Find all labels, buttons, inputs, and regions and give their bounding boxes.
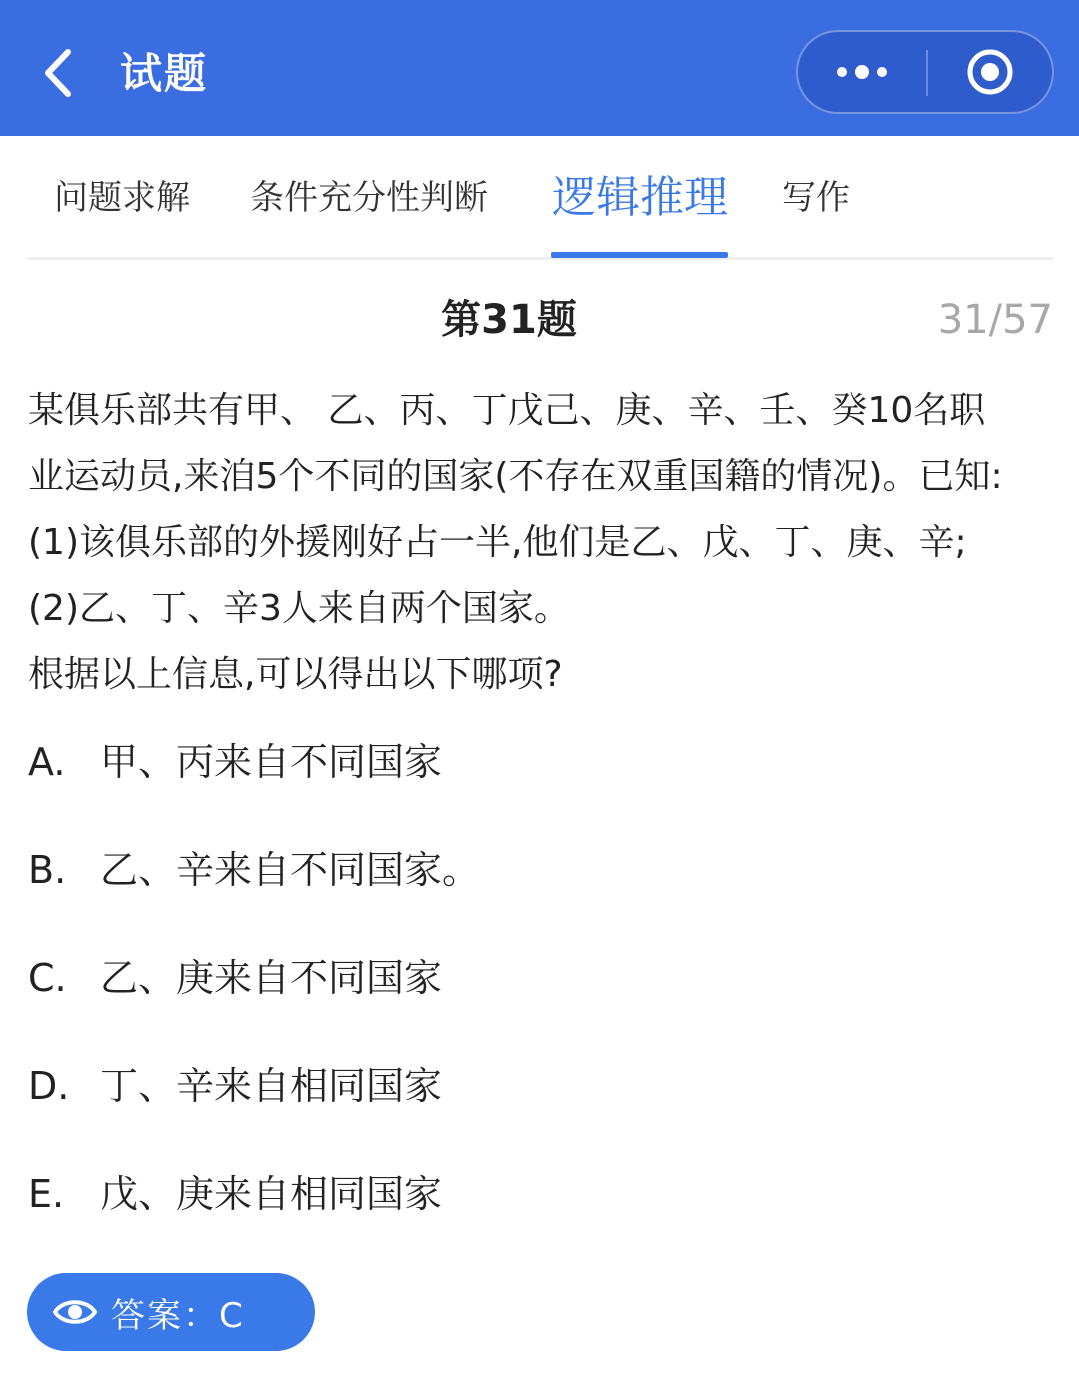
question-stem (28, 378, 1058, 708)
target-close-icon (965, 47, 1015, 97)
tab-data-sufficiency[interactable]: 条件充分性判断 (250, 178, 488, 218)
tab-problem-solving[interactable]: 问题求解 (54, 178, 190, 218)
option-b[interactable] (28, 838, 1048, 946)
stem-line: 业运动员,来洎5个不同的国家(不存在双重国籍的情况)。已知: (28, 456, 1003, 497)
option-a[interactable] (28, 730, 1048, 838)
tab-logical-reasoning[interactable]: 逻辑推理 (552, 172, 728, 223)
question-progress: 31/57 (937, 297, 1053, 343)
option-letter: A. (28, 740, 66, 784)
option-c[interactable] (28, 946, 1048, 1054)
close-button[interactable] (928, 32, 1052, 112)
top-nav-bar (0, 0, 1079, 136)
answer-label: 答案：C (111, 1295, 245, 1336)
stem-line: 某俱乐部共有甲、 乙、丙、丁戊己、庚、辛、壬、癸10名职 (28, 390, 986, 431)
back-button[interactable] (30, 38, 90, 108)
more-dots-icon (832, 62, 892, 82)
option-text: 丁、辛来自相同国家 (100, 1064, 443, 1108)
option-e[interactable] (28, 1162, 1048, 1270)
chevron-left-icon (30, 38, 90, 108)
category-tabs (28, 136, 1053, 260)
stem-line: (2)乙、丁、辛3人来自两个国家。 (28, 588, 570, 629)
active-tab-indicator (551, 252, 728, 258)
option-letter: C. (28, 956, 67, 1000)
option-letter: D. (28, 1064, 70, 1108)
stem-line: 根据以上信息,可以得出以下哪项? (28, 654, 563, 695)
question-title: 第31题 (441, 297, 577, 343)
show-answer-button[interactable] (27, 1273, 315, 1351)
more-button[interactable] (798, 32, 926, 112)
tab-writing[interactable]: 写作 (782, 178, 850, 218)
mini-program-capsule (796, 30, 1054, 114)
option-list (28, 730, 1048, 1270)
option-d[interactable] (28, 1054, 1048, 1162)
option-text: 乙、庚来自不同国家 (100, 956, 443, 1000)
option-text: 乙、辛来自不同国家。 (100, 848, 481, 892)
eye-icon (53, 1290, 97, 1334)
option-text: 甲、丙来自不同国家 (100, 740, 443, 784)
stem-line: (1)该俱乐部的外援刚好占一半,他们是乙、戊、丁、庚、辛; (28, 522, 967, 563)
option-letter: B. (28, 848, 67, 892)
option-text: 戊、庚来自相同国家 (100, 1172, 443, 1216)
page-title: 试题 (120, 49, 209, 98)
option-letter: E. (28, 1172, 65, 1216)
